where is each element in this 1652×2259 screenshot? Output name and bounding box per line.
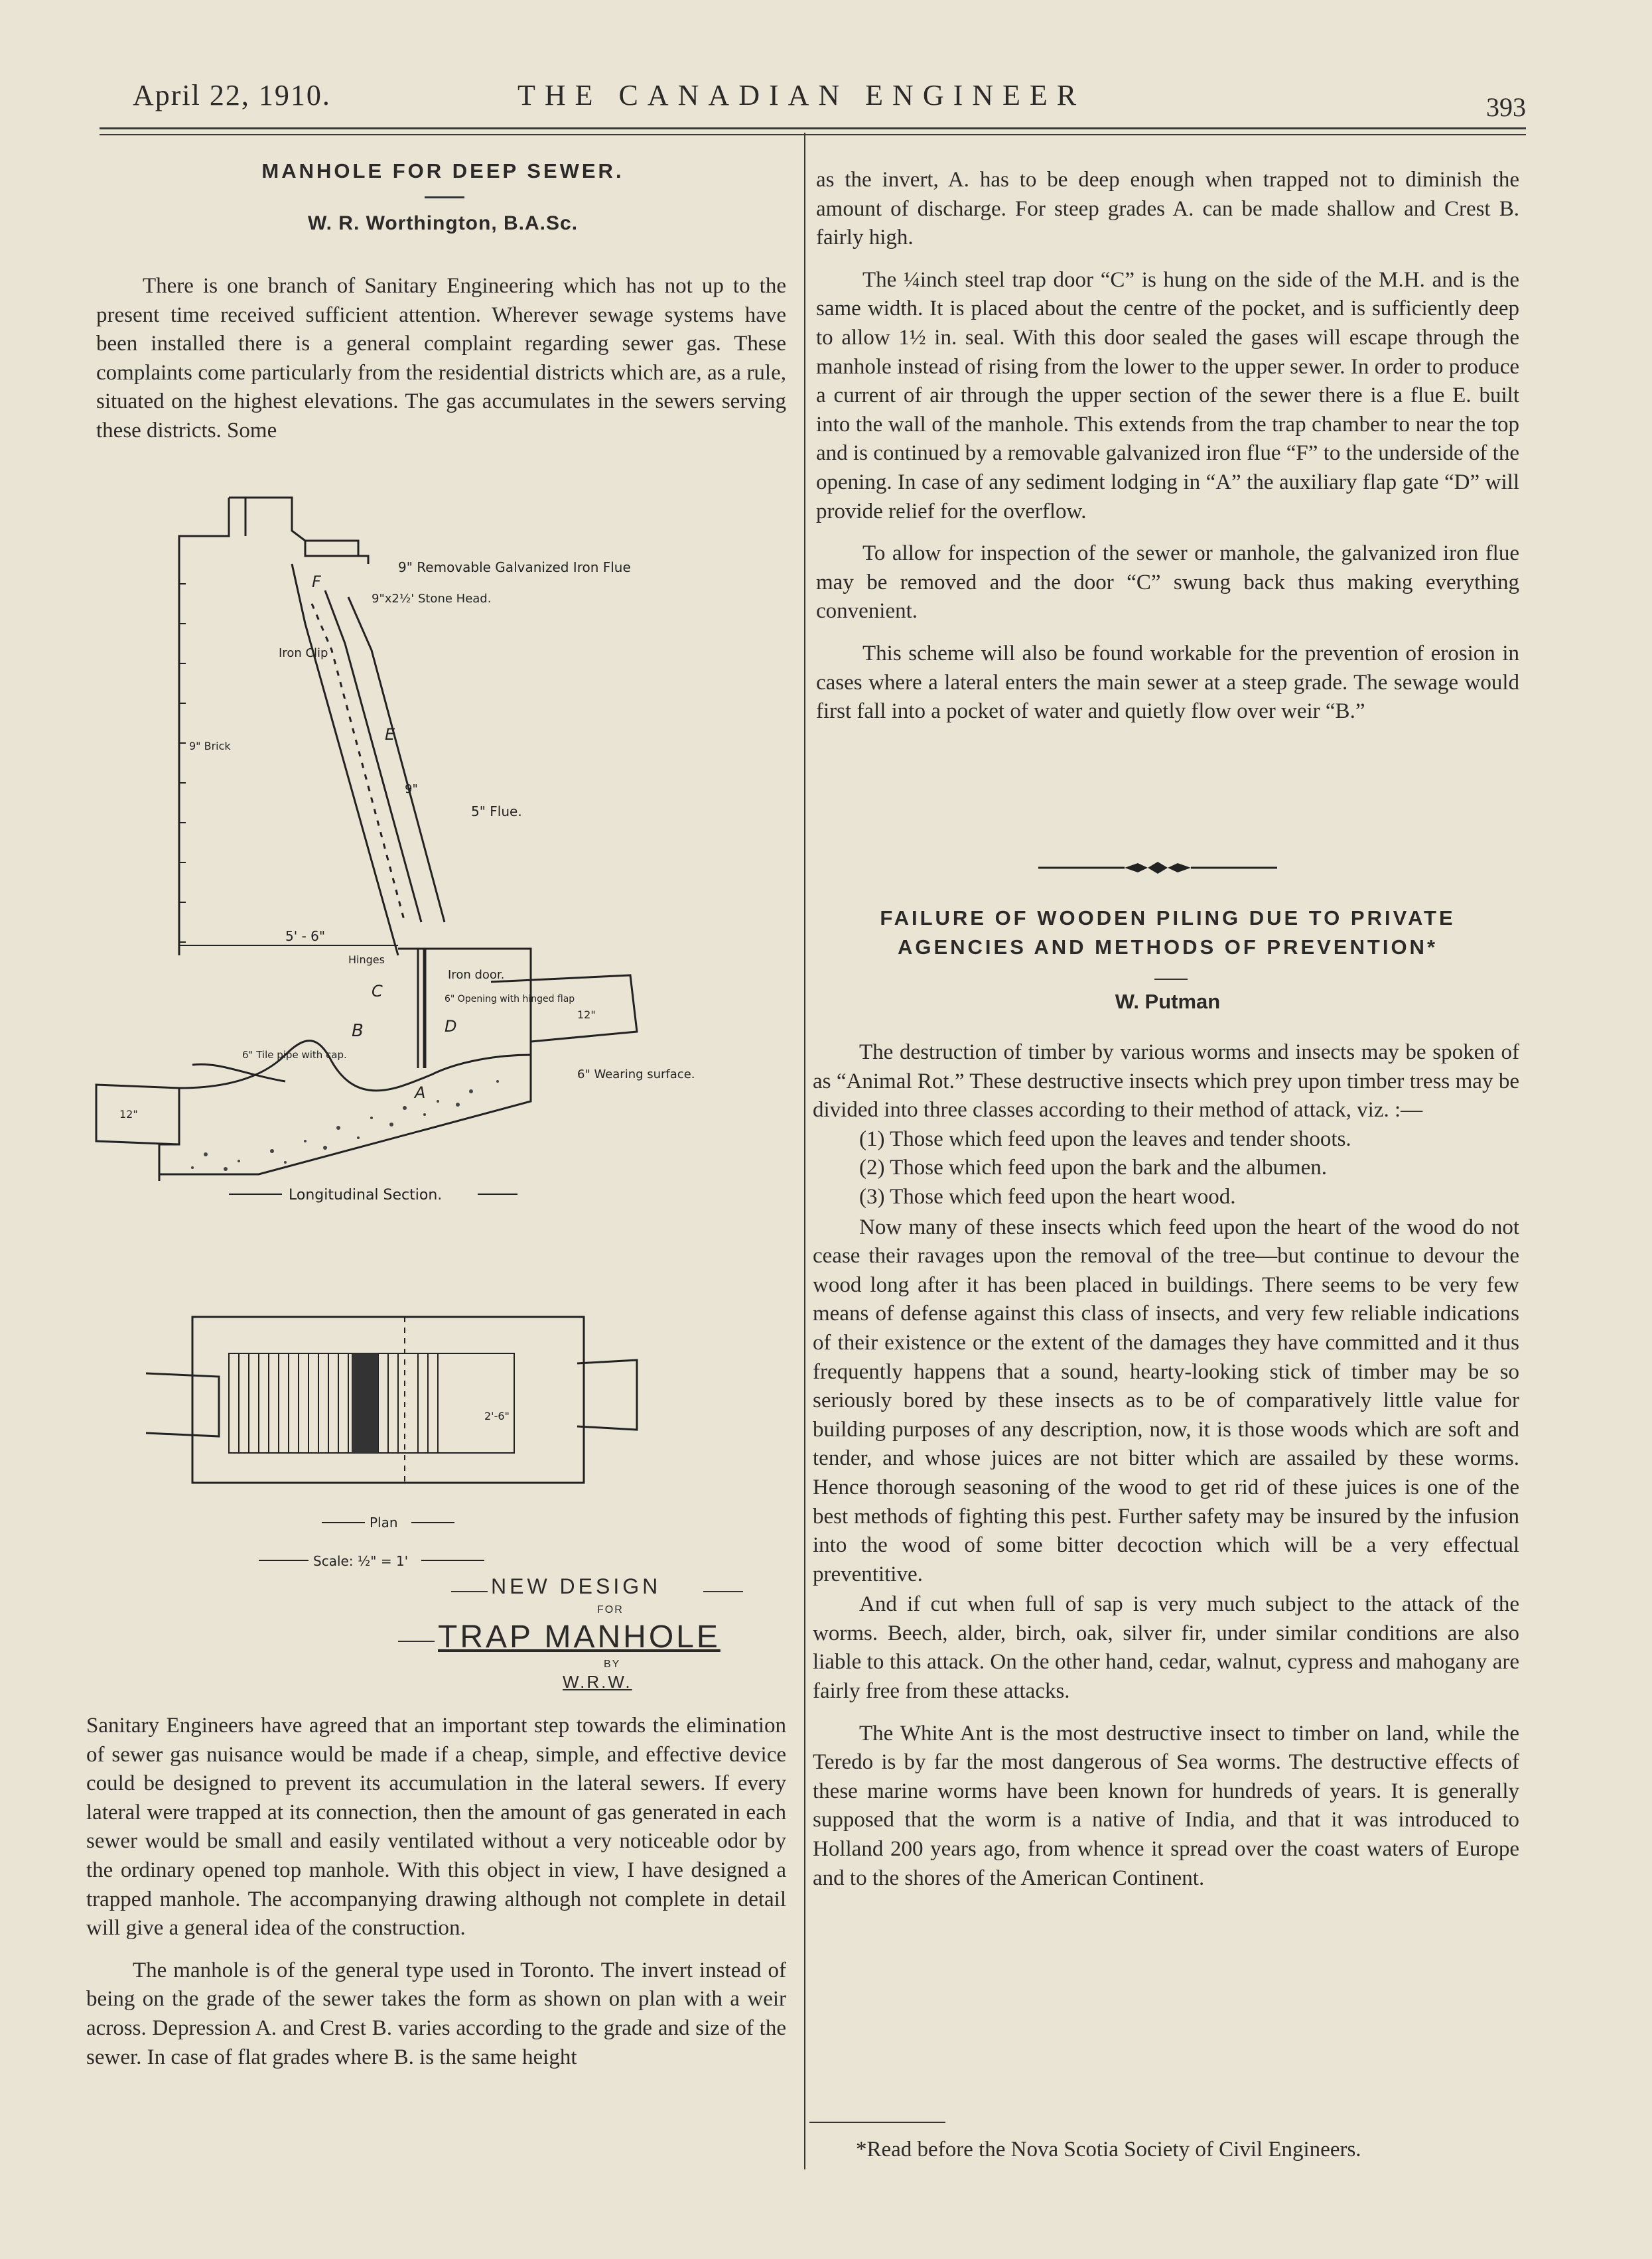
column-divider — [804, 133, 805, 2169]
label-e: E — [385, 725, 395, 744]
list-item: (3) Those which feed upon the heart wood. — [859, 1184, 1236, 1209]
article1-body-right — [816, 166, 1519, 740]
article-title-manhole: MANHOLE FOR DEEP SEWER. — [261, 159, 624, 182]
paragraph: The White Ant is the most destructive insect to timber on land, while the Teredo is by far the most dangerous of Sea worms. The destructive effects of these marine worms have been known for hundreds of years. It is generally supposed that the worm is a native of India, and that it was introduced to Holland 200 years ago, from whence it spread over the coast waters of Europe and to the shores of the American Continent. — [813, 1721, 1519, 1890]
title-dash — [1154, 979, 1188, 980]
article-title-wooden-piling: FAILURE OF WOODEN PILING DUE TO PRIVATE AGENCIES AND METHODS OF PREVENTION* — [880, 906, 1456, 959]
article-byline-worthington: W. R. Worthington, B.A.Sc. — [307, 212, 579, 234]
caption-for: FOR — [597, 1604, 624, 1615]
footnote: *Read before the Nova Scotia Society of Civil Engineers. — [856, 2138, 1361, 2161]
title-dash — [425, 196, 464, 198]
caption-trap-text: TRAP MANHOLE — [438, 1619, 721, 1655]
article2-body — [813, 1038, 1519, 1906]
paragraph: Sanitary Engineers have agreed that an important step towards the elimination of sewer gas nuisance would be made if a cheap, simple, and effective device could be designed to prevent its accumulation in the lateral sewers. If every lateral were trapped at its connection, then the amount of gas generated in each sewer would be small and easily ventilated without a very noticeable odor by the ordinary opened top manhole. With this object in view, I have designed a trapped manhole. The accompanying drawing although not complete in detail will give a general idea of the construction. — [86, 1714, 786, 1941]
list-item: (2) Those which feed upon the bark and the albumen. — [859, 1156, 1328, 1180]
caption-initials-text: W.R.W. — [563, 1672, 632, 1692]
label-flue: 5" Flue. — [471, 803, 522, 819]
caption-trap-manhole — [438, 1619, 721, 1655]
journal-title: THE CANADIAN ENGINEER — [517, 79, 1086, 111]
label-wearing-surface: 6" Wearing surface. — [577, 1067, 695, 1081]
page-header — [126, 73, 1526, 126]
paragraph: as the invert, A. has to be deep enough when trapped not to diminish the amount of discharge. For steep grades A. can be made shallow and Crest B. fairly high. — [816, 168, 1519, 250]
article-byline-putman: W. Putman — [1115, 990, 1221, 1013]
paragraph: This scheme will also be found workable for the prevention of erosion in cases where a lateral enters the main sewer at a steep grade. The sewage would first fall into a pocket of water and quietly flow over weir “B.” — [816, 641, 1519, 724]
caption-rule — [703, 1591, 743, 1592]
paragraph: To allow for inspection of the sewer or manhole, the galvanized iron flue may be removed and the door “C” swung back thus making everything convenient. — [816, 541, 1519, 624]
label-longitudinal-section: Longitudinal Section. — [289, 1187, 443, 1203]
paragraph: The ¼inch steel trap door “C” is hung on the side of the M.H. and is the same width. It is placed about the centre of the pocket, and is sufficiently deep to allow 1½ in. seal. With this door sealed the gases will escape through the manhole instead of rising from the lower to the upper sewer. In order to produce a current of air through the upper section of the sewer there is a flue E. built into the wall of the manhole. This extends from the trap chamber to near the top and is continued by a removable galvanized iron flue “F” to the underside of the opening. In case of any sediment lodging in “A” the auxiliary flap gate “D” will provide relief for the overflow. — [816, 267, 1519, 523]
caption-rule — [451, 1591, 488, 1592]
label-iron-clip: Iron Clip — [279, 646, 328, 660]
label-f: F — [312, 573, 321, 591]
label-brick: 9" Brick — [189, 740, 231, 752]
paragraph: The manhole is of the general type used in Toronto. The invert instead of being on the grade of the sewer takes the form as shown on plan with a weir across. Depression A. and Crest B. varies according to the grade and size of the sewer. In case of flat grades where B. is the same height — [86, 1958, 786, 2069]
paragraph: And if cut when full of sap is very much subject to the attack of the worms. Beech, alder, birch, oak, silver fir, under similar conditions are also liable to this attack. On the other hand, cedar, walnut, cypress and mahogany are fairly free from these attacks. — [813, 1592, 1519, 1704]
label-iron-door: Iron door. — [448, 968, 505, 982]
caption-new-design: NEW DESIGN — [491, 1574, 661, 1598]
label-flue-removable: 9" Removable Galvanized Iron Flue — [398, 559, 631, 575]
caption-rule — [398, 1641, 435, 1642]
label-12-right: 12" — [577, 1008, 596, 1021]
label-hinges: Hinges — [348, 953, 385, 966]
manhole-drawing — [86, 491, 790, 1705]
label-nine: 9" — [405, 782, 418, 796]
label-stone-head: 9"x2½' Stone Head. — [372, 592, 492, 606]
label-opening: 6" Opening with hinged flap — [445, 994, 575, 1004]
caption-initials — [563, 1672, 632, 1692]
header-rule-thin — [100, 134, 1526, 135]
paragraph: There is one branch of Sanitary Engineering which has not up to the present time received sufficient attention. Wherever sewage systems have been installed there is a general complaint regarding sewer gas. These complaints come particularly from the residential districts which are, as a rule, situated on the highest elevations. The gas accumulates in the sewers serving these districts. Some — [96, 274, 786, 443]
label-c: C — [372, 982, 383, 1000]
label-b: B — [352, 1021, 364, 1041]
article1-intro — [96, 272, 786, 459]
insect-classes-list — [813, 1125, 1519, 1212]
page-number: 393 — [1486, 92, 1526, 122]
footnote-rule — [809, 2122, 945, 2123]
section-ornament — [1038, 859, 1277, 876]
label-scale: Scale: ½" = 1' — [313, 1553, 409, 1569]
label-d: D — [445, 1017, 457, 1036]
label-plan: Plan — [370, 1515, 398, 1531]
caption-by: BY — [604, 1659, 621, 1670]
issue-date: April 22, 1910. — [133, 79, 331, 111]
label-tile-pipe: 6" Tile pipe with cap. — [242, 1049, 347, 1061]
paragraph: The destruction of timber by various worms and insects may be spoken of as “Animal Rot.” These destructive insects which prey upon timber tress may be divided into three classes according to their method of attack, viz. :— — [813, 1040, 1519, 1123]
label-12-left: 12" — [119, 1108, 138, 1121]
paragraph: Now many of these insects which feed upon the heart of the wood do not cease their ravages upon the removal of the tree—but continue to devour the wood long after it has been placed in buildings. There seems to be very few means of defense against this class of insects, and very few reliable indications of their existence or the extent of the damages they have committed and it thus frequently happens that a sound, hearty-looking stick of timber may be so seriously bored by these insects as to be of comparatively little value for building purposes of any description, now, it is those woods which are soft and tender, and whose juices are not bitter which are assailed by these worms. Hence thorough seasoning of the wood to get rid of these juices is one of the best methods of fighting this pest. Further safety may be insured by the infusion into the wood of some bitter decoction which will be a very effectual preventitive. — [813, 1215, 1519, 1586]
article1-body-left — [86, 1712, 786, 2085]
list-item: (1) Those which feed upon the leaves and tender shoots. — [859, 1127, 1351, 1151]
label-dimension-5-6: 5' - 6" — [285, 928, 326, 944]
header-rule-thick — [100, 127, 1526, 129]
label-plan-dimension: 2'-6" — [484, 1410, 510, 1422]
label-a: A — [415, 1083, 426, 1102]
